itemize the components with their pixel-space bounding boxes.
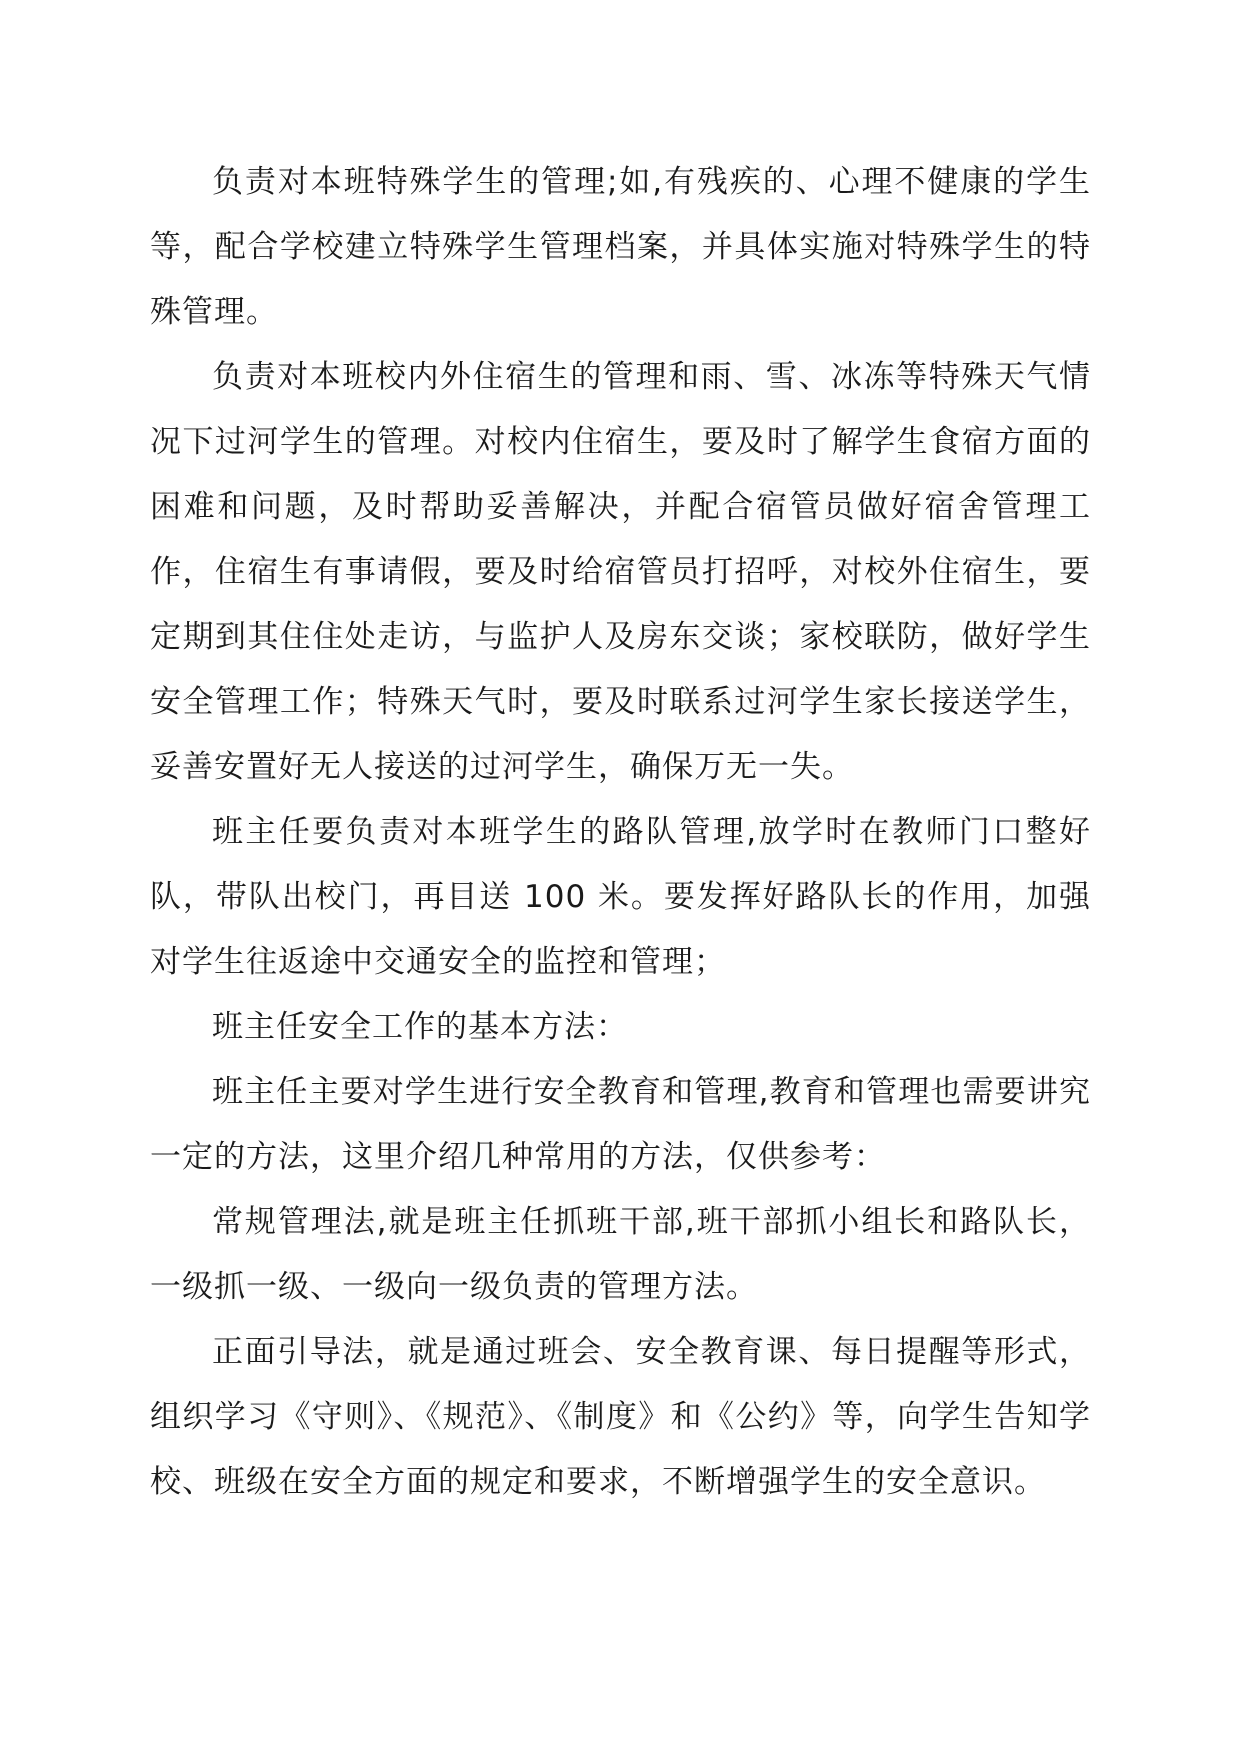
paragraph-road-team: 班主任要负责对本班学生的路队管理,放学时在教师门口整好队，带队出校门，再目送 100 米。要发挥好路队长的作用，加强对学生往返途中交通安全的监控和管理； <box>150 814 1091 980</box>
paragraph-routine-management: 常规管理法,就是班主任抓班干部,班干部抓小组长和路队长，一级抓一级、一级向一级负责的管理方法。 <box>150 1204 1091 1305</box>
paragraph-methods-intro: 班主任主要对学生进行安全教育和管理,教育和管理也需要讲究一定的方法，这里介绍几种常用的方法，仅供参考： <box>150 1074 1091 1175</box>
paragraph-basic-methods-heading: 班主任安全工作的基本方法： <box>212 1009 628 1045</box>
paragraph-boarding-students: 负责对本班校内外住宿生的管理和雨、雪、冰冻等特殊天气情况下过河学生的管理。对校内住宿生，要及时了解学生食宿方面的困难和问题，及时帮助妥善解决，并配合宿管员做好宿舍管理工作，住宿生有事请假，要及时给宿管员打招呼，对校外住宿生，要定期到其住住处走访，与监护人及房东交谈；家校联防，做好学生安全管理工作；特殊天气时，要及时联系过河学生家长接送学生，妥善安置好无人接送的过河学生，确保万无一失。 <box>150 359 1091 785</box>
document-body <box>150 150 1091 1515</box>
paragraph-positive-guidance: 正面引导法，就是通过班会、安全教育课、每日提醒等形式，组织学习《守则》、《规范》、《制度》和《公约》等，向学生告知学校、班级在安全方面的规定和要求，不断增强学生的安全意识。 <box>150 1334 1091 1500</box>
paragraph-special-students: 负责对本班特殊学生的管理;如,有残疾的、心理不健康的学生等，配合学校建立特殊学生管理档案，并具体实施对特殊学生的特殊管理。 <box>150 164 1091 330</box>
